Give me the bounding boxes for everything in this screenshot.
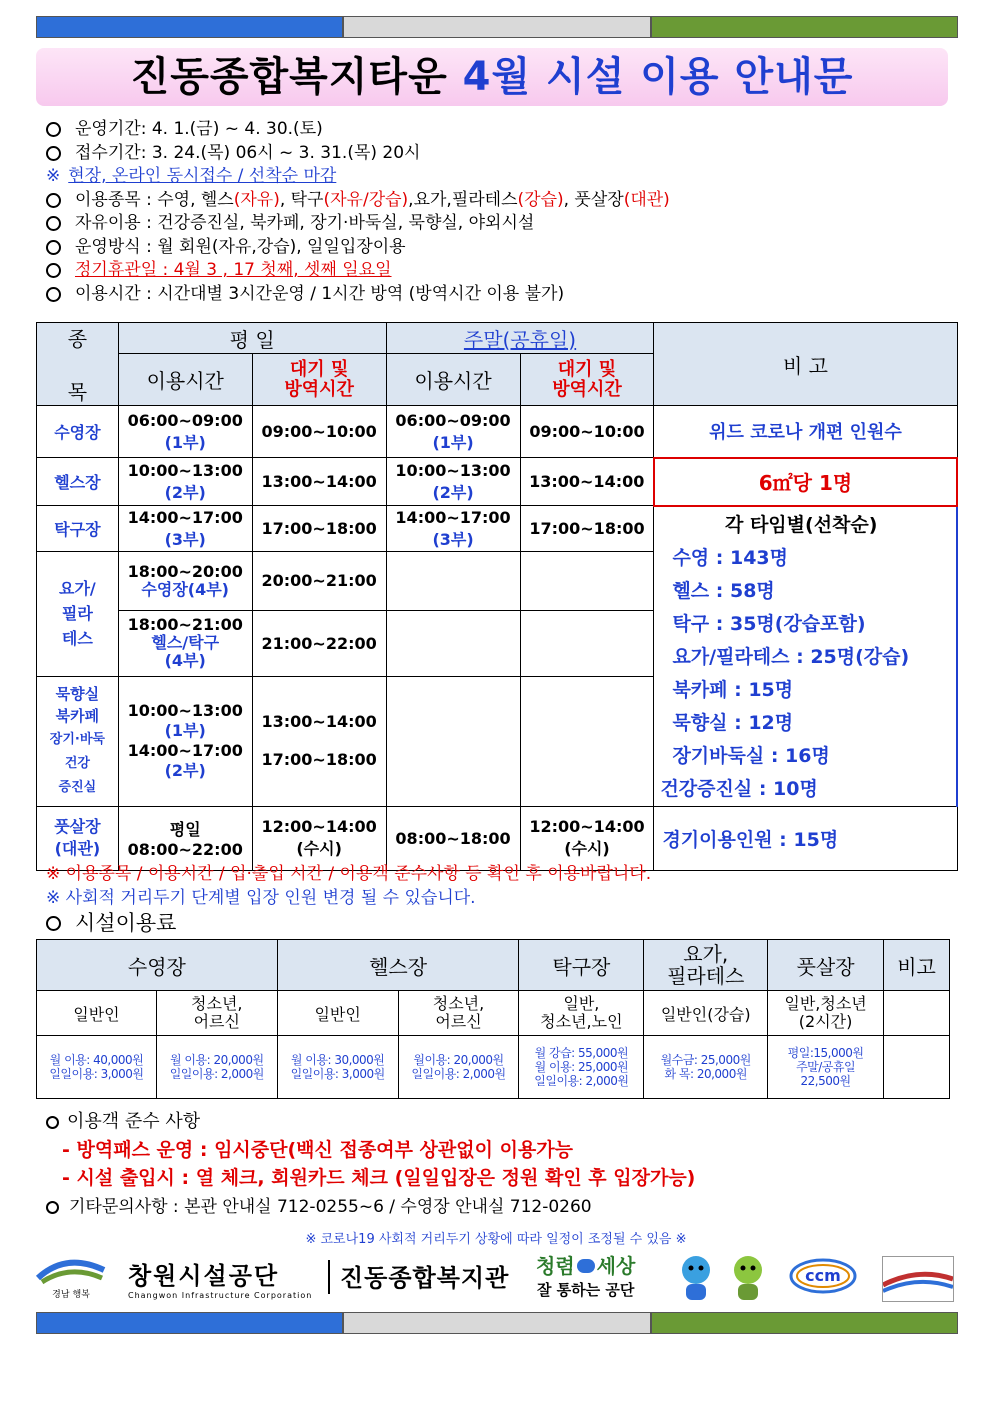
items-f: (강습) xyxy=(517,189,564,210)
logo-strip xyxy=(36,1250,958,1310)
items-b: (자유) xyxy=(233,189,280,210)
bullet-icon xyxy=(46,146,61,161)
note-2: ※ 사회적 거리두기 단계별 입장 인원 변경 될 수 있습니다. xyxy=(46,888,476,908)
facility-yoga: 요가/ 필라 테스 xyxy=(37,552,119,677)
fee-s-health-youth: 청소년, 어르신 xyxy=(398,991,519,1036)
page-title xyxy=(36,48,948,106)
note-1: ※ 이용종목 / 이용시간 / 입·출입 시간 / 이용객 준수사항 등 확인 후 이용바랍니다. xyxy=(46,864,652,884)
items-c: , 탁구 xyxy=(279,189,324,210)
col-type-header: 종 목 xyxy=(37,323,119,406)
fee-s-note xyxy=(884,991,950,1036)
info-period xyxy=(46,118,670,142)
bullet-icon xyxy=(46,263,61,278)
r2-wd-wait: 13:00~14:00 xyxy=(252,458,386,506)
r3-wd-use: 14:00~17:00 (3부) xyxy=(118,506,252,552)
fee-h-note: 비고 xyxy=(884,940,950,991)
r7-wd-use: 평일 08:00~22:00 xyxy=(118,806,252,870)
facility-swim: 수영장 xyxy=(37,406,119,458)
r3-we-use: 14:00~17:00 (3부) xyxy=(386,506,520,552)
fee-v-yoga: 월수금: 25,000원 화 목: 20,000원 xyxy=(644,1036,768,1099)
fee-v-futsal: 평일:15,000원 주말/공휴일 22,500원 xyxy=(768,1036,884,1099)
bullet-icon xyxy=(46,216,61,231)
fee-s-swim-general: 일반인 xyxy=(37,991,157,1036)
r2-we-wait: 13:00~14:00 xyxy=(520,458,654,506)
info-hours-text: 이용시간 : 시간대별 3시간운영 / 1시간 방역 (방역시간 이용 불가) xyxy=(75,283,565,304)
remark-3-last: 건강증진실 : 10명 xyxy=(660,777,818,800)
logo-divider xyxy=(328,1260,330,1294)
fee-s-futsal: 일반,청소년 (2시간) xyxy=(768,991,884,1036)
fee-v-health-general: 월 이용: 30,000원 일일이용: 3,000원 xyxy=(277,1036,398,1099)
fee-v-health-youth: 월이용: 20,000원 일일이용: 2,000원 xyxy=(398,1036,519,1099)
bullet-icon xyxy=(46,1201,59,1214)
bullet-icon xyxy=(46,122,61,137)
r1-we-use: 06:00~09:00 (1부) xyxy=(386,406,520,458)
info-reception-text: 접수기간: 3. 24.(목) 06시 ~ 3. 31.(목) 20시 xyxy=(75,142,421,163)
info-list xyxy=(46,118,670,306)
r7-we-wait: 12:00~14:00 (수시) xyxy=(520,806,654,870)
fee-h-futsal: 풋살장 xyxy=(768,940,884,991)
we-wait-header: 대기 및 방역시간 xyxy=(520,354,654,406)
wd-wait-header: 대기 및 방역시간 xyxy=(252,354,386,406)
facility-pingpong: 탁구장 xyxy=(37,506,119,552)
fee-v-swim-general: 월 이용: 40,000원 일일이용: 3,000원 xyxy=(37,1036,157,1099)
info-closed-text: 정기휴관일 : 4월 3 , 17 첫째, 셋째 일요일 xyxy=(75,260,392,281)
top-color-bar xyxy=(36,16,958,38)
info-notice-text: 현장, 온라인 동시접수 / 선착순 마감 xyxy=(68,166,337,187)
schedule-table xyxy=(36,322,958,871)
r1-wd-wait: 09:00~10:00 xyxy=(252,406,386,458)
r1-we-wait: 09:00~10:00 xyxy=(520,406,654,458)
title-facility: 진동종합복지타운 xyxy=(130,54,448,100)
r6-we-empty2 xyxy=(520,676,654,806)
fee-s-yoga: 일반인(강습) xyxy=(644,991,768,1036)
bottom-color-bar xyxy=(36,1312,958,1334)
fee-s-pp: 일반, 청소년,노인 xyxy=(519,991,644,1036)
items-d: (자유/강습) xyxy=(323,189,409,210)
contact-text: 기타문의사항 : 본관 안내실 712-0255~6 / 수영장 안내실 712-0260 xyxy=(69,1197,592,1217)
info-method xyxy=(46,236,670,260)
weekend-header: 주말(공휴일) xyxy=(386,323,654,354)
info-reception xyxy=(46,142,670,166)
fee-s-swim-youth: 청소년, 어르신 xyxy=(156,991,277,1036)
fee-section-title xyxy=(46,911,176,935)
bullet-icon xyxy=(46,287,61,302)
wd-use-header: 이용시간 xyxy=(118,354,252,406)
r5-we-empty xyxy=(386,610,520,676)
info-free-use xyxy=(46,212,670,236)
fee-h-swim: 수영장 xyxy=(37,940,278,991)
slogan-logo: 청렴 세상 잘 통하는 공단 xyxy=(536,1254,636,1299)
bullet-icon xyxy=(46,240,61,255)
items-h: (대관) xyxy=(623,189,670,210)
remark-4: 경기이용인원 : 15명 xyxy=(654,806,957,870)
bullet-icon xyxy=(46,1116,59,1129)
mascot-blue-icon xyxy=(676,1254,716,1302)
r3-wd-wait: 17:00~18:00 xyxy=(252,506,386,552)
r4-we-empty2 xyxy=(520,552,654,611)
weekday-header: 평 일 xyxy=(118,323,386,354)
info-closed xyxy=(46,259,670,283)
r4-we-empty xyxy=(386,552,520,611)
fee-h-pp: 탁구장 xyxy=(519,940,644,991)
facility-misc: 묵향실 북카페 장기·바둑 건강 증진실 xyxy=(37,676,119,806)
r5-wd-wait: 21:00~22:00 xyxy=(252,610,386,676)
fee-title-text: 시설이용료 xyxy=(75,911,177,935)
changwon-logo: 창원시설공단 Changwon Infrastructure Corporation xyxy=(128,1262,313,1300)
we-use-header: 이용시간 xyxy=(386,354,520,406)
remark-3 xyxy=(654,506,957,807)
fee-table xyxy=(36,939,950,1099)
mascot-green-icon xyxy=(728,1254,768,1302)
r3-we-wait: 17:00~18:00 xyxy=(520,506,654,552)
fee-s-health-general: 일반인 xyxy=(277,991,398,1036)
gyeongnam-logo: 경남 행복 xyxy=(36,1256,116,1306)
facility-futsal: 풋살장 (대관) xyxy=(37,806,119,870)
fee-v-swim-youth: 월 이용: 20,000원 일일이용: 2,000원 xyxy=(156,1036,277,1099)
items-a: 이용종목 : 수영, 헬스 xyxy=(75,189,234,210)
fee-v-pp: 월 강습: 55,000원 월 이용: 25,000원 일일이용: 2,000원 xyxy=(519,1036,644,1099)
title-month: 4월 시설 이용 안내문 xyxy=(462,54,854,100)
remark-2: 6㎡당 1명 xyxy=(654,458,957,506)
remarks-header: 비 고 xyxy=(654,323,957,406)
remark-3-lines: 수영 : 143명 헬스 : 58명 탁구 : 35명(강습포함) 요가/필라테스 : 25명(강습) 북카페 : 15명 묵향실 : 12명 장기바둑실 : 16명 xyxy=(672,546,910,767)
info-items xyxy=(46,189,670,213)
items-e: ,요가,필라테스 xyxy=(408,189,518,210)
r1-wd-use: 06:00~09:00 (1부) xyxy=(118,406,252,458)
info-notice xyxy=(46,165,670,189)
bullet-icon xyxy=(46,193,61,208)
r6-we-empty xyxy=(386,676,520,806)
r6-wd-use: 10:00~13:00 (1부) 14:00~17:00 (2부) xyxy=(118,676,252,806)
r7-we-use: 08:00~18:00 xyxy=(386,806,520,870)
r6-wd-wait: 13:00~14:00 17:00~18:00 xyxy=(252,676,386,806)
bullet-icon xyxy=(46,916,61,931)
fee-h-yoga: 요가, 필라테스 xyxy=(644,940,768,991)
items-g: , 풋살장 xyxy=(563,189,624,210)
certification-logo xyxy=(882,1256,954,1302)
info-method-text: 운영방식 : 월 회원(자유,강습), 일일입장이용 xyxy=(75,236,406,257)
info-free-use-text: 자유이용 : 건강증진실, 북카페, 장기·바둑실, 묵향실, 야외시설 xyxy=(75,213,535,234)
rules-title-text: 이용객 준수 사항 xyxy=(67,1111,201,1132)
footer-note: ※ 코로나19 사회적 거리두기 상황에 따라 일정이 조정될 수 있음 ※ xyxy=(305,1232,687,1247)
r5-wd-use: 18:00~21:00 헬스/탁구 (4부) xyxy=(118,610,252,676)
contact xyxy=(46,1195,592,1219)
info-hours xyxy=(46,283,670,307)
rules-title xyxy=(46,1110,200,1134)
info-period-text: 운영기간: 4. 1.(금) ~ 4. 30.(토) xyxy=(75,119,323,140)
fee-h-health: 헬스장 xyxy=(277,940,519,991)
rule-2: - 시설 출입시 : 열 체크, 회원카드 체크 (일일입장은 정원 확인 후 입장가능) xyxy=(62,1167,696,1189)
r5-we-empty2 xyxy=(520,610,654,676)
r4-wd-wait: 20:00~21:00 xyxy=(252,552,386,611)
facility-health: 헬스장 xyxy=(37,458,119,506)
rule-1: - 방역패스 운영 : 임시중단(백신 접종여부 상관없이 이용가능 xyxy=(62,1139,573,1161)
remark-3-head: 각 타임별(선착순) xyxy=(724,513,878,536)
notice-mark: ※ xyxy=(46,166,61,187)
remark-1: 위드 코로나 개편 인원수 xyxy=(654,406,957,458)
jindong-logo-text: 진동종합복지관 xyxy=(340,1264,510,1292)
r2-wd-use: 10:00~13:00 (2부) xyxy=(118,458,252,506)
r7-wd-wait: 12:00~14:00 (수시) xyxy=(252,806,386,870)
r2-we-use: 10:00~13:00 (2부) xyxy=(386,458,520,506)
fee-v-note xyxy=(884,1036,950,1099)
r4-wd-use: 18:00~20:00 수영장(4부) xyxy=(118,552,252,611)
ccm-logo: ccm xyxy=(788,1258,858,1298)
